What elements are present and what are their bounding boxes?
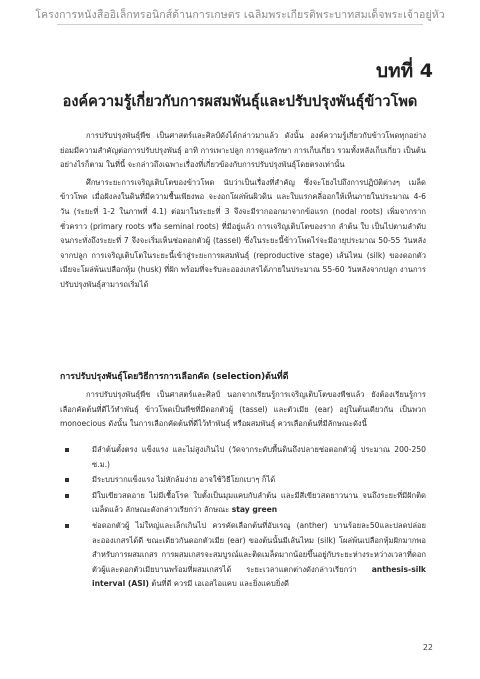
bullet-text: มีลำต้นตั้งตรง แข็งแรง และไม่สูงเกินไป (วัดจากระดับพื้นดินถึงปลายช่อดอกตัวผู้ ประมาณ 200-250 ซ.ม.) — [92, 445, 426, 469]
chapter-label: บทที่ 4 — [376, 60, 433, 82]
paragraph-1: การปรับปรุงพันธุ์พืช เป็นศาสตร์และศิลป์ดังได้กล่าวมาแล้ว ดังนั้น องค์ความรู้เกี่ยวกับข้าวโพดทุกอย่างย่อมมีความสำคัญต่อการปรับปรุงพันธุ์ อาทิ การเพาะปลูก การดูแลรักษา การเก็บเกี่ยว รวมทั้งหลังเก็บเกี่ยว เป็นต้น อย่างไรก็ตาม ในที่นี้ จะกล่าวถึงเฉพาะเรื่องที่เกี่ยวข้องกับการปรับปรุงพันธุ์โดยตรงเท่านั้น — [60, 131, 426, 170]
running-header: โครงการหนังสืออิเล็กทรอนิกส์ด้านการเกษตร เฉลิมพระเกียรติพระบาทสมเด็จพระเจ้าอยู่หัว — [35, 9, 445, 21]
bullet-bold-term: stay green — [231, 505, 278, 515]
bullet-text: มีระบบรากแข็งแรง ไม่หักล้มง่าย อาจใช้วิธีโยกเบาๆ ก็ได้ — [92, 475, 276, 485]
paragraph-2: ศึกษาระยะการเจริญเติบโตของข้าวโพด นับว่าเป็นเรื่องที่สำคัญ ซึ่งจะโยงไปถึงการปฏิบัติต่างๆ เมล็ดข้าวโพด เมื่อฝังลงในดินที่มีความชื้นเพียงพอ จะงอกโผล่พ้นผิวดิน และใบแรกคลี่ออกให้เห็นภายในประมาณ 4-6 วัน (ระยะที่ 1-2 ในภาพที่ 4.1) ต่อมาในระยะที่ 3 จึงจะมีรากออกมาจากข้อแรก (nodal roots) เพิ่มจากรากชั่วคราว (primary roots หรือ seminal roots) ที่มีอยู่แล้ว การเจริญเติบโตของราก ลำต้น ใบ เป็นไปตามลำดับจนกระทั่งถึงระยะที่ 7 จึงจะเริ่มเห็นช่อดอกตัวผู้ (tassel) ซึ่งในระยะนี้ข้าวโพดไร่จะมีอายุประมาณ 50-55 วันหลังจากปลูก การเจริญเติบโตในระยะนี้เข้าสู่ระยะการผสมพันธุ์ (reproductive stage) เส้นไหม (silk) ของดอกตัวเมียจะโผล่พ้นเปลือกหุ้ม (husk) ที่ฝัก พร้อมที่จะรับละอองเกสรได้ภายในประมาณ 55-60 วันหลังจากปลูก งานการปรับปรุงพันธุ์สามารถเริ่มได้ — [60, 177, 426, 289]
bullet-tail: ต้นที่ดี ควรมี เอเอสไอแคบ และยิ่งแคบยิ่งดี — [151, 579, 289, 589]
bullet-square-icon — [65, 448, 69, 452]
bullet-list — [0, 443, 426, 593]
bullet-item — [0, 489, 426, 518]
bullet-item — [0, 519, 426, 592]
bullet-square-icon — [65, 494, 69, 498]
bullet-item — [0, 473, 426, 488]
section-intro: การปรับปรุงพันธุ์พืช เป็นศาสตร์และศิลป์ นอกจากเรียนรู้การเจริญเติบโตของพืชแล้ว ยังต้องเรียนรู้การเลือกคัดต้นที่ดีไว้ทำพันธุ์ ข้าวโพดเป็นพืชที่มีดอกตัวผู้ (tassel) และตัวเมีย (ear) อยู่ในต้นเดียวกัน เป็นพวก monoecious ดังนั้น ในการเลือกคัดต้นที่ดีไว้ทำพันธุ์ หรือผสมพันธุ์ ควรเลือกต้นที่มีลักษณะดังนี้ — [60, 390, 426, 429]
bullet-square-icon — [65, 478, 69, 482]
page-number: 22 — [422, 643, 433, 652]
bullet-text: มีใบเขียวสดอาย ไม่มีเชื้อโรค ใบตั้งเป็นมุมแคบกับลำต้น และมีสีเขียวสดยาวนาน จนถึงระยะที่มีฝักติดเมล็ดแล้ว ลักษณะดังกล่าวเรียกว่า ลักษณะ — [92, 490, 426, 515]
chapter-title: องค์ความรู้เกี่ยวกับการผสมพันธุ์และปรับปรุงพันธุ์ข้าวโพด — [62, 94, 418, 110]
section-intro-block — [60, 388, 426, 435]
header-divider — [57, 24, 423, 25]
bullet-item — [0, 443, 426, 472]
bullet-text: ช่อดอกตัวผู้ ไม่ใหญ่และเล็กเกินไป ควรคัดเลือกต้นที่อับเรณู (anther) บานร้อยละ50และปลดปล่อยละอองเกสรได้ดี ขณะเดียวกันดอกตัวเมีย (ear) ของต้นนั้นมีเส้นไหม (silk) โผล่พ้นเปลือกหุ้มฝักมากพอสำหรับการผสมเกสร การผสมเกสรจะสมบูรณ์และติดเมล็ดมากน้อยขึ้นอยู่กับระยะห่างระหว่างเวลาที่ดอกตัวผู้และดอกตัวเมียบานพร้อมที่ผสมเกสรได้ ระยะเวลาแตกต่างดังกล่าวเรียกว่า — [92, 520, 426, 574]
bullet-bold-term: anthesis-silk interval (ASI) — [92, 564, 426, 589]
section-heading: การปรับปรุงพันธุ์โดยวิธีการการเลือกคัด (selection)ต้นที่ดี — [60, 372, 289, 382]
body-text — [60, 129, 426, 296]
bullet-square-icon — [65, 524, 69, 528]
